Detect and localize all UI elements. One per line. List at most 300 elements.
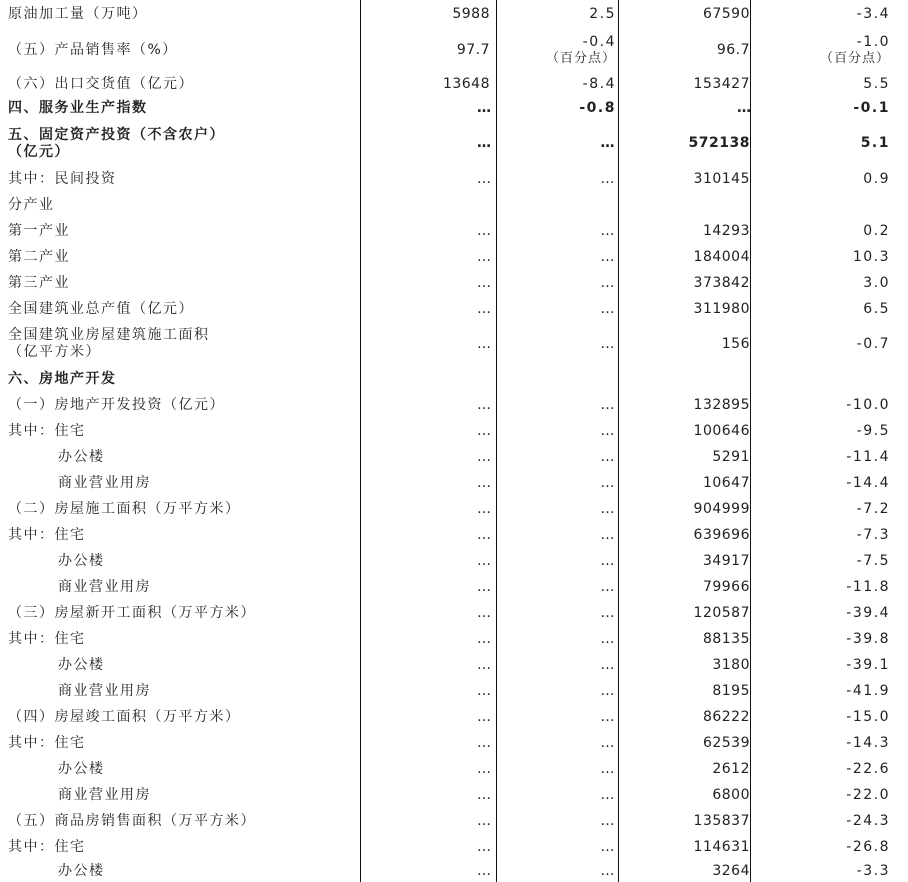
cumulative-value-cell <box>620 496 750 522</box>
month-growth-value: … <box>600 135 616 151</box>
cumulative-growth-value: -7.3 <box>856 526 890 543</box>
cumulative-growth-cell <box>752 218 890 244</box>
table-row <box>0 96 908 121</box>
cumulative-value-value: 3180 <box>712 656 750 673</box>
month-value-value: … <box>477 335 490 352</box>
cumulative-value-value: 96.7 <box>716 41 750 58</box>
month-value-value: … <box>477 135 490 151</box>
row-label-cell <box>8 244 358 270</box>
row-label: 分产业 <box>8 196 55 213</box>
row-label: 四、服务业生产指数 <box>8 100 148 116</box>
cumulative-value-value: 114631 <box>693 838 750 855</box>
cumulative-growth-value: -1.0 <box>856 33 890 50</box>
month-growth-value: … <box>600 862 616 879</box>
month-value-cell <box>362 730 490 756</box>
cumulative-value-cell <box>620 192 750 218</box>
table-row <box>0 756 908 782</box>
cumulative-value-cell <box>620 548 750 574</box>
month-value-cell <box>362 0 490 28</box>
cumulative-growth-cell <box>752 296 890 322</box>
cumulative-value-value: 88135 <box>702 630 750 647</box>
month-value-value: … <box>477 682 490 699</box>
table-row <box>0 444 908 470</box>
row-label: 商业营业用房 <box>58 474 151 491</box>
row-label-cell <box>8 192 358 218</box>
month-value-value: … <box>477 274 490 291</box>
row-label: 第一产业 <box>8 222 70 239</box>
cumulative-growth-cell <box>752 626 890 652</box>
month-growth-cell <box>498 121 616 166</box>
cumulative-growth-cell <box>752 600 890 626</box>
cumulative-growth-cell <box>752 808 890 834</box>
month-growth-value: … <box>600 274 616 291</box>
month-value-cell <box>362 600 490 626</box>
month-value-value: … <box>477 862 490 879</box>
month-value-cell <box>362 756 490 782</box>
month-growth-cell <box>498 730 616 756</box>
month-value-cell <box>362 296 490 322</box>
cumulative-growth-value: 0.9 <box>863 170 890 187</box>
cumulative-value-cell <box>620 600 750 626</box>
table-row <box>0 704 908 730</box>
cumulative-growth-cell <box>752 192 890 218</box>
table-row <box>0 548 908 574</box>
row-label: 办公楼 <box>58 760 105 777</box>
row-label-cell <box>8 96 358 121</box>
row-label: （五）商品房销售面积（万平方米） <box>8 812 256 829</box>
cumulative-growth-cell <box>752 72 890 96</box>
table-row <box>0 28 908 72</box>
table-row <box>0 218 908 244</box>
month-growth-value: … <box>600 682 616 699</box>
cumulative-value-value: 6800 <box>712 786 750 803</box>
table-row <box>0 860 908 882</box>
month-value-cell <box>362 808 490 834</box>
row-label-continued: （亿平方米） <box>8 344 101 360</box>
month-value-value: … <box>477 396 490 413</box>
cumulative-value-cell <box>620 678 750 704</box>
cumulative-value-value: 639696 <box>693 526 750 543</box>
row-label: 其中：住宅 <box>8 630 86 647</box>
month-growth-unit-note: （百分点） <box>545 50 616 66</box>
cumulative-value-cell <box>620 322 750 366</box>
cumulative-growth-value: -10.0 <box>846 396 890 413</box>
cumulative-value-value: 67590 <box>702 5 750 22</box>
table-row <box>0 322 908 366</box>
month-growth-cell <box>498 418 616 444</box>
table-row <box>0 296 908 322</box>
cumulative-value-cell <box>620 96 750 121</box>
cumulative-value-value: 10647 <box>702 474 750 491</box>
table-row <box>0 366 908 392</box>
cumulative-growth-value: -3.3 <box>856 862 890 879</box>
row-label-cell <box>8 296 358 322</box>
cumulative-growth-value: -41.9 <box>846 682 890 699</box>
month-value-value: … <box>477 248 490 265</box>
cumulative-growth-cell <box>752 444 890 470</box>
table-row <box>0 574 908 600</box>
cumulative-value-cell <box>620 0 750 28</box>
month-growth-value: … <box>600 170 616 187</box>
cumulative-value-cell <box>620 244 750 270</box>
month-value-value: … <box>477 300 490 317</box>
month-growth-value: -0.4 <box>582 33 616 50</box>
row-label-cell <box>8 574 408 600</box>
cumulative-value-cell <box>620 366 750 392</box>
month-value-value: … <box>477 838 490 855</box>
cumulative-value-cell <box>620 782 750 808</box>
cumulative-growth-value: -39.4 <box>846 604 890 621</box>
column-divider <box>496 0 497 882</box>
table-row <box>0 652 908 678</box>
cumulative-value-value: 86222 <box>702 708 750 725</box>
month-growth-cell <box>498 28 616 72</box>
cumulative-value-value: 135837 <box>693 812 750 829</box>
month-value-cell <box>362 72 490 96</box>
month-value-value: … <box>477 100 490 116</box>
month-growth-cell <box>498 808 616 834</box>
cumulative-value-cell <box>620 808 750 834</box>
month-growth-value: -8.4 <box>582 75 616 92</box>
month-growth-value: … <box>600 552 616 569</box>
cumulative-growth-cell <box>752 121 890 166</box>
month-value-cell <box>362 548 490 574</box>
cumulative-value-value: 8195 <box>712 682 750 699</box>
cumulative-growth-cell <box>752 366 890 392</box>
table-row <box>0 470 908 496</box>
cumulative-growth-cell <box>752 392 890 418</box>
month-value-cell <box>362 704 490 730</box>
month-growth-value: … <box>600 448 616 465</box>
cumulative-value-cell <box>620 270 750 296</box>
month-growth-cell <box>498 444 616 470</box>
cumulative-growth-cell <box>752 270 890 296</box>
row-label-cell <box>8 704 358 730</box>
cumulative-value-value: 5291 <box>712 448 750 465</box>
cumulative-value-value: 184004 <box>693 248 750 265</box>
month-growth-cell <box>498 834 616 860</box>
month-value-value: … <box>477 708 490 725</box>
cumulative-value-cell <box>620 756 750 782</box>
table-row <box>0 121 908 166</box>
month-growth-value: … <box>600 222 616 239</box>
cumulative-value-cell <box>620 626 750 652</box>
month-value-cell <box>362 678 490 704</box>
month-value-cell <box>362 192 490 218</box>
row-label-cell <box>8 444 408 470</box>
table-row <box>0 244 908 270</box>
cumulative-value-value: 62539 <box>702 734 750 751</box>
cumulative-value-cell <box>620 860 750 882</box>
row-label-cell <box>8 322 358 366</box>
cumulative-value-value: 34917 <box>702 552 750 569</box>
table-row <box>0 600 908 626</box>
cumulative-growth-value: 5.5 <box>863 75 890 92</box>
table-row <box>0 522 908 548</box>
cumulative-value-cell <box>620 121 750 166</box>
month-value-cell <box>362 366 490 392</box>
row-label: 五、固定资产投资（不含农户） <box>8 126 225 143</box>
row-label: 其中：民间投资 <box>8 170 117 187</box>
month-value-cell <box>362 322 490 366</box>
cumulative-value-cell <box>620 652 750 678</box>
cumulative-growth-cell <box>752 574 890 600</box>
cumulative-growth-value: 10.3 <box>852 248 890 265</box>
cumulative-growth-cell <box>752 782 890 808</box>
row-label: 办公楼 <box>58 552 105 569</box>
month-value-value: … <box>477 760 490 777</box>
cumulative-growth-value: -39.1 <box>846 656 890 673</box>
cumulative-growth-cell <box>752 704 890 730</box>
month-growth-value: … <box>600 760 616 777</box>
month-value-value: … <box>477 222 490 239</box>
row-label-cell <box>8 652 408 678</box>
month-growth-value: … <box>600 526 616 543</box>
table-row <box>0 166 908 192</box>
row-label-cell <box>8 392 358 418</box>
row-label: 商业营业用房 <box>58 786 151 803</box>
row-label-cell <box>8 418 358 444</box>
table-row <box>0 626 908 652</box>
cumulative-value-cell <box>620 574 750 600</box>
column-divider <box>750 0 751 882</box>
month-value-cell <box>362 522 490 548</box>
month-value-value: … <box>477 812 490 829</box>
month-growth-cell <box>498 218 616 244</box>
cumulative-growth-cell <box>752 166 890 192</box>
cumulative-value-cell <box>620 730 750 756</box>
row-label: （三）房屋新开工面积（万平方米） <box>8 604 256 621</box>
month-growth-cell <box>498 548 616 574</box>
month-value-cell <box>362 218 490 244</box>
month-growth-cell <box>498 366 616 392</box>
cumulative-value-value: 373842 <box>693 274 750 291</box>
cumulative-growth-cell <box>752 678 890 704</box>
table-row <box>0 834 908 860</box>
row-label: 其中：住宅 <box>8 734 86 751</box>
cumulative-growth-value: -0.7 <box>856 335 890 352</box>
cumulative-growth-value: 0.2 <box>863 222 890 239</box>
cumulative-growth-value: -7.2 <box>856 500 890 517</box>
cumulative-value-value: 310145 <box>693 170 750 187</box>
month-value-value: … <box>477 474 490 491</box>
row-label-cell <box>8 28 358 72</box>
month-growth-value: … <box>600 335 616 352</box>
table-row <box>0 678 908 704</box>
month-growth-cell <box>498 270 616 296</box>
cumulative-growth-cell <box>752 28 890 72</box>
cumulative-value-value: 132895 <box>693 396 750 413</box>
row-label-cell <box>8 0 358 28</box>
row-label: （二）房屋施工面积（万平方米） <box>8 500 241 517</box>
row-label: 第二产业 <box>8 248 70 265</box>
row-label-continued: （亿元） <box>8 143 70 160</box>
cumulative-growth-cell <box>752 522 890 548</box>
month-growth-cell <box>498 322 616 366</box>
month-growth-value: … <box>600 500 616 517</box>
month-value-value: … <box>477 448 490 465</box>
row-label: 其中：住宅 <box>8 422 86 439</box>
cumulative-growth-cell <box>752 244 890 270</box>
month-growth-cell <box>498 756 616 782</box>
month-value-cell <box>362 244 490 270</box>
row-label: （六）出口交货值（亿元） <box>8 75 194 92</box>
month-growth-value: … <box>600 812 616 829</box>
cumulative-growth-cell <box>752 860 890 882</box>
month-value-value: 5988 <box>452 5 490 22</box>
cumulative-value-cell <box>620 72 750 96</box>
cumulative-value-cell <box>620 834 750 860</box>
cumulative-value-cell <box>620 218 750 244</box>
table-row <box>0 72 908 96</box>
month-growth-cell <box>498 192 616 218</box>
month-growth-value: … <box>600 248 616 265</box>
row-label-cell <box>8 860 408 882</box>
month-value-cell <box>362 470 490 496</box>
month-value-cell <box>362 166 490 192</box>
cumulative-growth-value: -22.0 <box>846 786 890 803</box>
month-growth-value: … <box>600 604 616 621</box>
month-growth-cell <box>498 496 616 522</box>
month-value-value: … <box>477 786 490 803</box>
cumulative-growth-value: 5.1 <box>860 135 890 151</box>
row-label-cell <box>8 626 358 652</box>
month-growth-value: … <box>600 396 616 413</box>
cumulative-value-value: 311980 <box>693 300 750 317</box>
table-row <box>0 496 908 522</box>
month-growth-cell <box>498 782 616 808</box>
month-growth-value: … <box>600 578 616 595</box>
cumulative-value-cell <box>620 470 750 496</box>
cumulative-value-value: 156 <box>721 335 750 352</box>
row-label: 办公楼 <box>58 448 105 465</box>
cumulative-growth-value: -14.3 <box>846 734 890 751</box>
row-label-cell <box>8 121 358 166</box>
cumulative-value-value: 153427 <box>693 75 750 92</box>
row-label: 全国建筑业房屋建筑施工面积 <box>8 327 210 343</box>
month-growth-cell <box>498 166 616 192</box>
cumulative-value-cell <box>620 704 750 730</box>
month-growth-cell <box>498 470 616 496</box>
column-divider <box>618 0 619 882</box>
cumulative-growth-cell <box>752 322 890 366</box>
cumulative-growth-value: -15.0 <box>846 708 890 725</box>
month-value-value: … <box>477 422 490 439</box>
table-row <box>0 418 908 444</box>
row-label-cell <box>8 470 408 496</box>
month-growth-value: … <box>600 474 616 491</box>
cumulative-growth-cell <box>752 470 890 496</box>
month-value-cell <box>362 496 490 522</box>
row-label-cell <box>8 548 408 574</box>
cumulative-growth-value: -14.4 <box>846 474 890 491</box>
month-value-value: … <box>477 170 490 187</box>
table-row <box>0 192 908 218</box>
column-divider <box>360 0 361 882</box>
cumulative-growth-cell <box>752 496 890 522</box>
month-growth-value: 2.5 <box>589 5 616 22</box>
month-value-value: … <box>477 656 490 673</box>
cumulative-growth-value: -0.1 <box>853 100 890 116</box>
month-value-value: … <box>477 734 490 751</box>
row-label: 第三产业 <box>8 274 70 291</box>
row-label-cell <box>8 366 358 392</box>
month-growth-cell <box>498 652 616 678</box>
cumulative-value-cell <box>620 28 750 72</box>
table-row <box>0 730 908 756</box>
month-growth-value: … <box>600 300 616 317</box>
cumulative-value-value: 120587 <box>693 604 750 621</box>
month-growth-value: … <box>600 422 616 439</box>
cumulative-growth-unit-note: （百分点） <box>819 50 890 66</box>
row-label: 办公楼 <box>58 656 105 673</box>
cumulative-value-value: 100646 <box>693 422 750 439</box>
month-value-cell <box>362 392 490 418</box>
row-label-cell <box>8 782 408 808</box>
cumulative-growth-cell <box>752 0 890 28</box>
month-value-cell <box>362 418 490 444</box>
cumulative-growth-value: -24.3 <box>846 812 890 829</box>
cumulative-growth-value: -7.5 <box>856 552 890 569</box>
row-label: 其中：住宅 <box>8 838 86 855</box>
month-value-value: … <box>477 578 490 595</box>
cumulative-growth-value: -22.6 <box>846 760 890 777</box>
month-growth-cell <box>498 678 616 704</box>
month-value-value: … <box>477 604 490 621</box>
row-label-cell <box>8 730 358 756</box>
row-label-cell <box>8 600 358 626</box>
month-value-cell <box>362 626 490 652</box>
month-value-cell <box>362 860 490 882</box>
cumulative-growth-value: 6.5 <box>863 300 890 317</box>
month-value-cell <box>362 782 490 808</box>
month-growth-cell <box>498 600 616 626</box>
month-growth-cell <box>498 522 616 548</box>
cumulative-growth-cell <box>752 730 890 756</box>
month-growth-cell <box>498 296 616 322</box>
row-label: （四）房屋竣工面积（万平方米） <box>8 708 241 725</box>
cumulative-value-value: 79966 <box>702 578 750 595</box>
cumulative-growth-value: -11.4 <box>846 448 890 465</box>
month-growth-value: … <box>600 734 616 751</box>
table-row <box>0 0 908 28</box>
row-label-cell <box>8 808 358 834</box>
table-row <box>0 392 908 418</box>
month-growth-value: … <box>600 630 616 647</box>
cumulative-growth-cell <box>752 548 890 574</box>
month-value-cell <box>362 28 490 72</box>
row-label: 办公楼 <box>58 862 105 879</box>
month-growth-cell <box>498 0 616 28</box>
month-value-cell <box>362 96 490 121</box>
month-growth-cell <box>498 392 616 418</box>
row-label-cell <box>8 166 358 192</box>
month-growth-cell <box>498 72 616 96</box>
month-value-value: … <box>477 630 490 647</box>
cumulative-value-cell <box>620 418 750 444</box>
cumulative-growth-value: -39.8 <box>846 630 890 647</box>
month-value-cell <box>362 574 490 600</box>
table-row <box>0 782 908 808</box>
month-growth-value: -0.8 <box>579 100 616 116</box>
row-label-cell <box>8 218 358 244</box>
month-value-cell <box>362 270 490 296</box>
month-value-value: 13648 <box>442 75 490 92</box>
month-growth-value: … <box>600 786 616 803</box>
row-label: （五）产品销售率（%） <box>8 41 178 58</box>
month-growth-value: … <box>600 838 616 855</box>
cumulative-growth-cell <box>752 418 890 444</box>
